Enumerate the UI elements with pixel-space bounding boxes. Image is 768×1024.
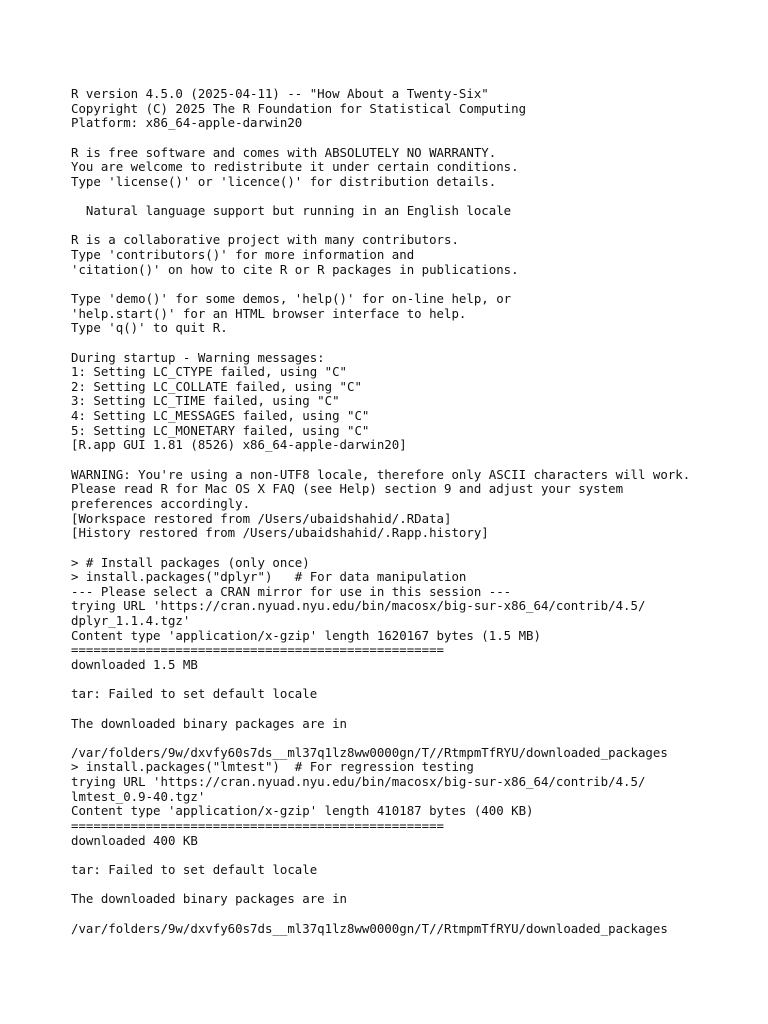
console-line: During startup - Warning messages: (71, 349, 325, 365)
console-line: 3: Setting LC_TIME failed, using "C" (71, 393, 340, 409)
console-line: tar: Failed to set default locale (71, 686, 318, 702)
console-line: tar: Failed to set default locale (71, 861, 318, 877)
blank-line (71, 131, 761, 146)
console-line: Type 'contributors()' for more information and (71, 247, 415, 263)
console-line: 5: Setting LC_MONETARY failed, using "C" (71, 422, 370, 438)
console-line: ================================================== (71, 642, 444, 658)
console-line: 1: Setting LC_CTYPE failed, using "C" (71, 364, 348, 380)
blank-line (71, 277, 761, 292)
console-line: ================================================== (71, 818, 444, 834)
blank-line (71, 453, 761, 468)
blank-line (71, 541, 761, 556)
console-line: [Workspace restored from /Users/ubaidshahid/.RData] (71, 510, 452, 526)
console-line: R is free software and comes with ABSOLUTELY NO WARRANTY. (71, 144, 497, 160)
console-line: preferences accordingly. (71, 495, 251, 511)
console-line: --- Please select a CRAN mirror for use in this session --- (71, 583, 512, 599)
console-line: Content type 'application/x-gzip' length 410187 bytes (400 KB) (71, 803, 534, 819)
console-line: [History restored from /Users/ubaidshahid/.Rapp.history] (71, 525, 489, 541)
console-line: R is a collaborative project with many contributors. (71, 232, 459, 248)
blank-line (71, 189, 761, 204)
console-line: Copyright (C) 2025 The R Foundation for Statistical Computing (71, 100, 527, 116)
blank-line (71, 219, 761, 234)
console-line: The downloaded binary packages are in (71, 891, 348, 907)
console-line: Type 'q()' to quit R. (71, 320, 228, 336)
blank-line (71, 848, 761, 863)
blank-line (71, 878, 761, 893)
console-line: The downloaded binary packages are in (71, 715, 348, 731)
console-line: > install.packages("dplyr") # For data manipulation (71, 569, 467, 585)
console-line: > # Install packages (only once) (71, 554, 310, 570)
console-line: /var/folders/9w/dxvfy60s7ds__ml37q1lz8ww0000gn/T//RtmpmTfRYU/downloaded_packages (71, 744, 668, 760)
console-line: R version 4.5.0 (2025-04-11) -- "How About a Twenty-Six" (71, 86, 489, 101)
console-line: Content type 'application/x-gzip' length 1620167 bytes (1.5 MB) (71, 627, 541, 643)
r-console-transcript (71, 87, 761, 936)
console-line: trying URL 'https://cran.nyuad.nyu.edu/bin/macosx/big-sur-x86_64/contrib/4.5/ (71, 598, 646, 614)
blank-line (71, 336, 761, 351)
console-line: dplyr_1.1.4.tgz' (71, 613, 191, 629)
console-line: Type 'license()' or 'licence()' for distribution details. (71, 173, 497, 189)
console-line: [R.app GUI 1.81 (8526) x86_64-apple-darwin20] (71, 437, 407, 453)
console-line: Please read R for Mac OS X FAQ (see Help) section 9 and adjust your system (71, 481, 624, 497)
console-line: 'citation()' on how to cite R or R packages in publications. (71, 261, 519, 277)
console-line: Platform: x86_64-apple-darwin20 (71, 115, 303, 131)
console-line: trying URL 'https://cran.nyuad.nyu.edu/bin/macosx/big-sur-x86_64/contrib/4.5/ (71, 774, 646, 790)
console-line: You are welcome to redistribute it under certain conditions. (71, 159, 519, 175)
console-line: 4: Setting LC_MESSAGES failed, using "C" (71, 408, 370, 424)
console-line: lmtest_0.9-40.tgz' (71, 788, 206, 804)
console-line: /var/folders/9w/dxvfy60s7ds__ml37q1lz8ww0000gn/T//RtmpmTfRYU/downloaded_packages (71, 920, 668, 936)
blank-line (71, 731, 761, 746)
console-line: 2: Setting LC_COLLATE failed, using "C" (71, 378, 362, 394)
console-line: 'help.start()' for an HTML browser interface to help. (71, 305, 467, 321)
console-line: downloaded 1.5 MB (71, 656, 198, 672)
console-line: Type 'demo()' for some demos, 'help()' for on-line help, or (71, 290, 512, 306)
blank-line (71, 673, 761, 688)
console-line: downloaded 400 KB (71, 832, 198, 848)
console-line: WARNING: You're using a non-UTF8 locale, therefore only ASCII characters will work. (71, 466, 691, 482)
console-line: Natural language support but running in an English locale (71, 203, 512, 219)
console-line: > install.packages("lmtest") # For regression testing (71, 759, 474, 775)
blank-line (71, 702, 761, 717)
blank-line (71, 907, 761, 922)
